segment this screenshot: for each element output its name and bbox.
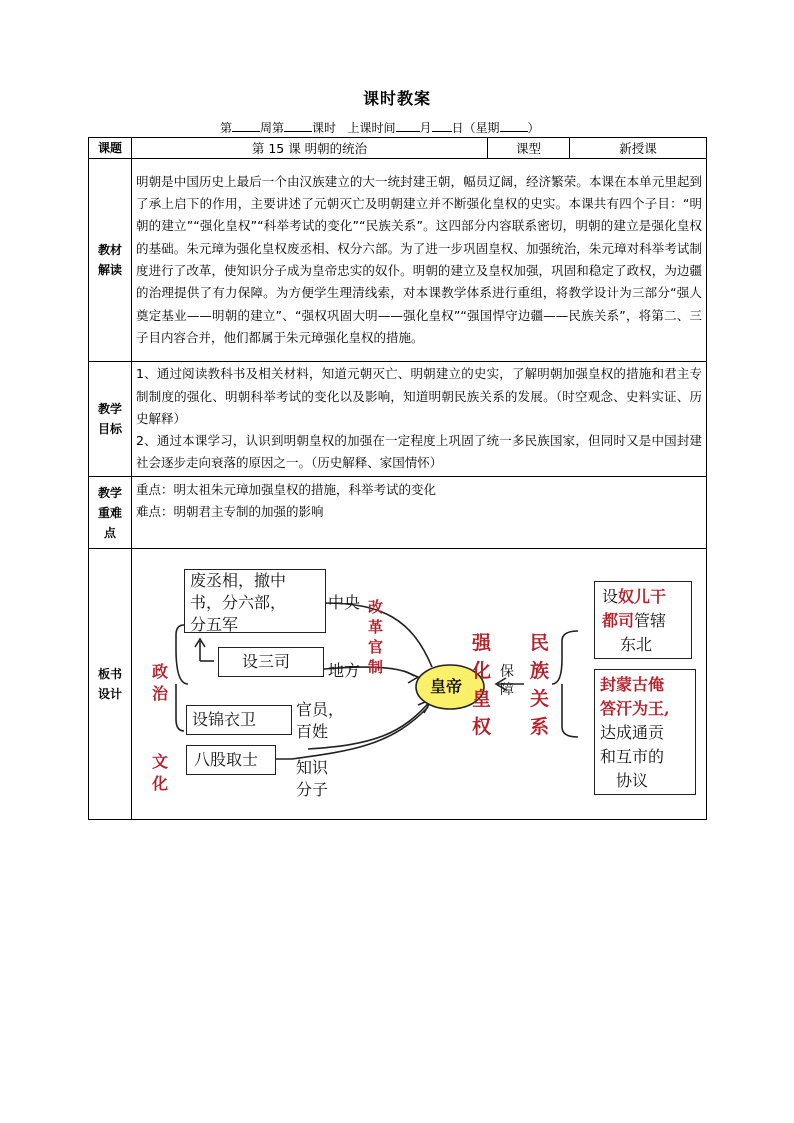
label-line: 点 — [103, 525, 116, 540]
meta-week-blank — [232, 120, 260, 132]
goal-1: 1、通过阅读教科书及相关材料，知道元朝灭亡、明朝建立的史实，了解明朝加强皇权的措施和君主专制制度的强化、明朝科举考试的变化以及影响，知道明朝民族关系的发展。（时空观念、史料实证、历史解释） — [136, 366, 703, 426]
lesson-type-value: 新授课 — [570, 138, 707, 159]
meta-week-label: 第 — [220, 121, 233, 135]
label-board-design — [89, 549, 132, 820]
nurgan-word: 设 — [602, 587, 619, 606]
nurgan-word: 东北 — [620, 635, 653, 654]
nurgan-line — [602, 609, 666, 633]
nurgan-line — [602, 633, 666, 657]
lesson-meta-line — [220, 119, 540, 136]
side-politics: 政治 — [152, 662, 169, 703]
label-central: 中央 — [328, 593, 361, 612]
meta-time-blank — [396, 120, 420, 132]
box1-line: 书，分六部， — [190, 593, 287, 612]
row-teaching-goals — [89, 362, 707, 477]
meta-period-blank — [284, 120, 312, 132]
meta-time-label: 上课时间 — [347, 121, 396, 135]
altan-line: 达成通贡 — [600, 723, 665, 742]
label-intellectuals — [296, 757, 328, 801]
label-line: 板书 — [97, 667, 122, 681]
meta-period-suffix: 课时 — [312, 121, 337, 135]
box1-line: 废丞相，撤中 — [190, 571, 287, 590]
label-strengthen-power: 强化皇权 — [472, 632, 492, 738]
label-line: 设计 — [97, 687, 122, 701]
difficult-point: 难点：明朝君主专制的加强的影响 — [136, 504, 324, 520]
row-board-design — [89, 549, 707, 820]
label-ethnic-relations: 民族关系 — [530, 632, 550, 738]
label-line: 目标 — [97, 422, 122, 436]
intellectuals-line: 分子 — [296, 780, 329, 799]
nurgan-line — [602, 585, 666, 609]
box2-text: 设三司 — [242, 652, 291, 671]
lesson-title: 第 15 课 明朝的统治 — [251, 141, 368, 156]
label-line: 教学 — [97, 402, 122, 416]
altan-line: 和互市的 — [600, 747, 665, 766]
board-diagram — [132, 549, 718, 819]
label-line: 解读 — [97, 263, 122, 277]
row-key-points — [89, 477, 707, 549]
nurgan-word-red: 奴儿干 — [618, 587, 667, 606]
board-design-cell — [132, 549, 707, 820]
box1-line: 分五军 — [190, 615, 239, 634]
emperor-label: 皇帝 — [430, 677, 463, 696]
key-point: 重点：明太祖朱元璋加强皇权的措施，科举考试的变化 — [136, 482, 437, 497]
altan-line: 协议 — [616, 771, 649, 790]
officials-line: 百姓 — [296, 722, 329, 741]
goal-2: 2、通过本课学习，认识到明朝皇权的加强在一定程度上巩固了统一多民族国家，但同时又是中国封建社会逐步走向衰落的原因之一。（历史解释、家国情怀） — [136, 433, 703, 471]
nurgan-word-red: 都司 — [602, 611, 635, 630]
lesson-title-cell — [132, 138, 488, 159]
meta-day-label: 日（星期 — [451, 121, 500, 135]
nurgan-text — [602, 585, 666, 657]
nurgan-word: 管辖 — [634, 611, 667, 630]
officials-line: 官员， — [296, 700, 345, 719]
key-points-cell — [132, 477, 707, 549]
label-teaching-goals — [89, 362, 132, 477]
lesson-plan-table — [88, 137, 707, 820]
teaching-goals-cell — [132, 362, 707, 477]
meta-weekday-blank — [500, 120, 528, 132]
label-guarantee: 保障 — [500, 664, 514, 698]
label-material-analysis — [89, 159, 132, 362]
label-lesson: 课题 — [89, 138, 132, 159]
altan-line: 答汗为王, — [600, 699, 670, 718]
label-officials — [296, 699, 344, 743]
material-analysis-text: 明朝是中国历史上最后一个由汉族建立的大一统封建王朝，幅员辽阔，经济繁荣。本课在本单元里起到了承上启下的作用，主要讲述了元朝灭亡及明朝建立并不断强化皇权的史实。本课共有四个子目：“明朝的建立”“强化皇权”“科举考试的变化”“民族关系”。这四部分内容联系密切，明朝的建立是强化皇权的基础。朱元璋为强化皇权废丞相、权分六部。为了进一步巩固皇权、加强统治，朱元璋对科举考试制度进行了改革，使知识分子成为皇帝忠实的奴仆。明朝的建立及皇权加强，巩固和稳定了政权，为边疆的治理提供了有力保障。为方便学生理清线索，对本课教学体系进行重组，将教学设计为三部分“强人奠定基业——明朝的建立”、“强权巩固大明——强化皇权”“强国悍守边疆——民族关系”，将第二、三子目内容合并，他们都属于朱元璋强化皇权的措施。 — [132, 159, 707, 362]
label-line: 教学 — [97, 485, 122, 500]
label-reform-officials: 改革官制 — [368, 598, 384, 676]
label-line: 重难 — [97, 505, 122, 520]
intellectuals-line: 知识 — [296, 758, 329, 777]
lesson-type-label: 课型 — [488, 138, 570, 159]
meta-close: ） — [527, 121, 540, 135]
meta-month-label: 月 — [419, 121, 432, 135]
label-line: 教材 — [97, 243, 122, 257]
box4-text: 八股取士 — [194, 750, 259, 769]
side-culture: 文化 — [152, 752, 169, 793]
row-lesson-title — [89, 138, 707, 159]
row-material-analysis — [89, 159, 707, 362]
meta-month-blank — [432, 120, 452, 132]
box3-text: 设锦衣卫 — [192, 710, 257, 729]
label-key-points — [89, 477, 132, 549]
ethnic-brace — [552, 631, 578, 737]
page-title: 课时教案 — [362, 89, 431, 108]
altan-line: 封蒙古俺 — [600, 675, 665, 694]
meta-period-label: 周第 — [260, 121, 285, 135]
altan-text — [600, 673, 670, 793]
label-local: 地方 — [328, 661, 361, 680]
